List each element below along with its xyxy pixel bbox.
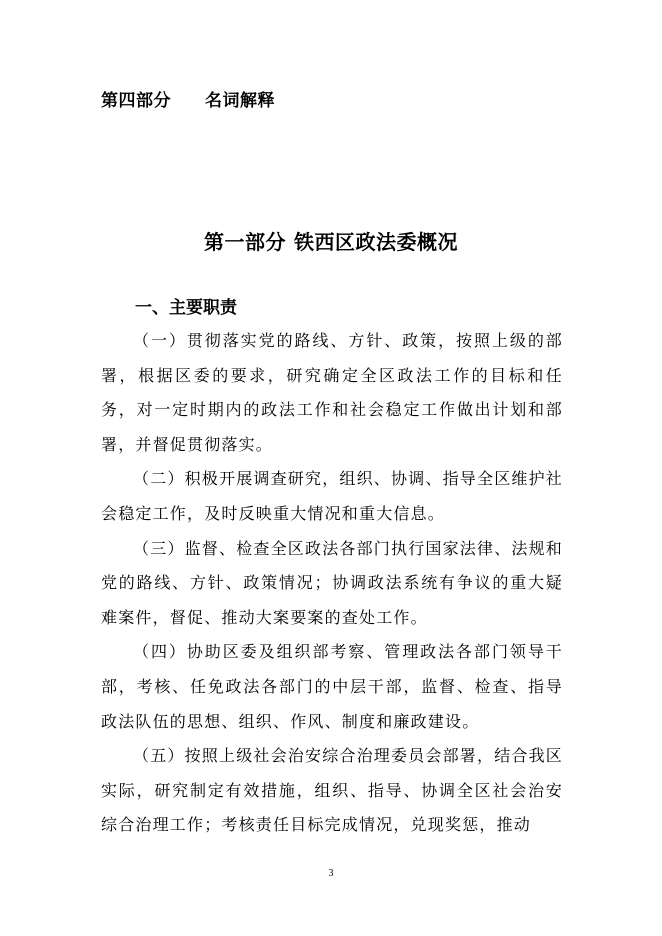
part1-label: 第一部分 — [204, 230, 286, 254]
part1-title: 铁西区政法委概况 — [294, 230, 458, 254]
paragraph-3: （三）监督、检查全区政法各部门执行国家法律、法规和党的路线、方针、政策情况；协调政法系统有争议的重大疑难案件，督促、推动大案要案的查处工作。 — [101, 538, 564, 627]
paragraph-1: （一）贯彻落实党的路线、方针、政策，按照上级的部署，根据区委的要求，研究确定全区政法工作的目标和任务，对一定时期内的政法工作和社会稳定工作做出计划和部署，并督促贯彻落实。 — [101, 331, 563, 454]
paragraph-2: （二）积极开展调查研究，组织、协调、指导全区维护社会稳定工作，及时反映重大情况和重大信息。 — [101, 469, 564, 523]
part1-heading — [0, 226, 662, 255]
part4-heading — [101, 86, 275, 111]
body-text — [101, 324, 563, 843]
part4-title: 名词解释 — [205, 91, 275, 111]
paragraph-5: （五）按照上级社会治安综合治理委员会部署，结合我区实际，研究制定有效措施，组织、指导、协调全区社会治安综合治理工作；考核责任目标完成情况，兑现奖惩，推动 — [101, 746, 564, 835]
section-heading-main-duties: 一、主要职责 — [135, 298, 237, 318]
paragraph-4: （四）协助区委及组织部考察、管理政法各部门领导干部，考核、任免政法各部门的中层干部，监督、检查、指导政法队伍的思想、组织、作风、制度和廉政建设。 — [101, 642, 563, 731]
part4-label: 第四部分 — [101, 91, 171, 111]
page-number: 3 — [328, 868, 334, 879]
